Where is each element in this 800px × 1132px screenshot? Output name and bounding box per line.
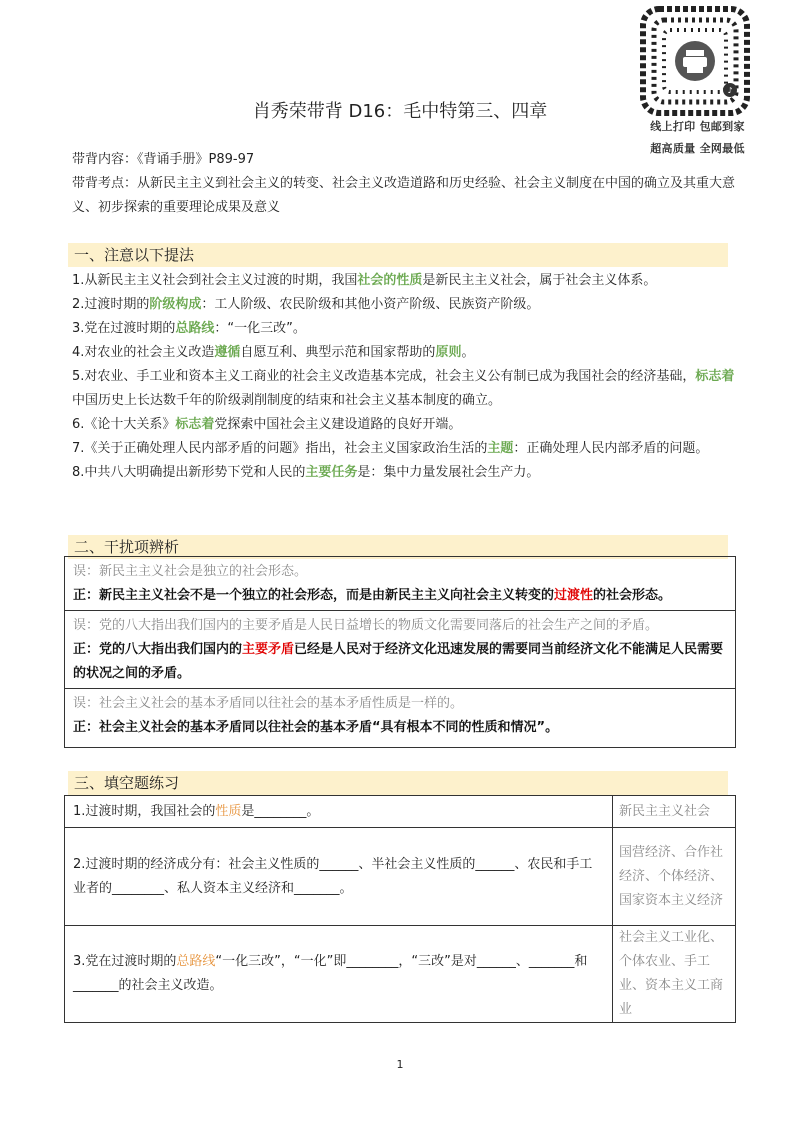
distractor-item	[65, 688, 735, 742]
distractor-item	[65, 557, 735, 610]
page-number: 1	[396, 1058, 404, 1071]
answer-cell: 国营经济、合作社经济、个体经济、国家资本主义经济	[613, 828, 736, 926]
phrasing-list	[72, 269, 737, 485]
distractor-box	[64, 556, 736, 748]
table-row	[65, 796, 736, 828]
meta-topics: 带背考点：从新民主主义到社会主义的转变、社会主义改造道路和历史经验、社会主义制度在中国的确立及其重大意义、初步探索的重要理论成果及意义	[72, 176, 736, 215]
wrong-statement: 误：新民主主义社会是独立的社会形态。	[73, 564, 308, 579]
point-4: 4.对农业的社会主义改造遵循自愿互利、典型示范和国家帮助的原则。	[72, 345, 475, 360]
point-3: 3.党在过渡时期的总路线：“一化三改”。	[72, 321, 306, 336]
meta-block	[72, 148, 742, 220]
correct-statement: 正：社会主义社会的基本矛盾同以往社会的基本矛盾“具有根本不同的性质和情况”。	[73, 720, 559, 735]
point-5: 5.对农业、手工业和资本主义工商业的社会主义改造基本完成，社会主义公有制已成为我国社会的经济基础，标志着中国历史上长达数千年的阶级剥削制度的结束和社会主义基本制度的确立。	[72, 369, 735, 408]
wrong-statement: 误：社会主义社会的基本矛盾同以往社会的基本矛盾性质是一样的。	[73, 696, 464, 711]
point-2: 2.过渡时期的阶级构成：工人阶级、农民阶级和其他小资产阶级、民族资产阶级。	[72, 297, 540, 312]
section-heading-phrasing: 一、注意以下提法	[68, 243, 728, 267]
correct-statement: 正：新民主主义社会不是一个独立的社会形态，而是由新民主主义向社会主义转变的过渡性的社会形态。	[73, 588, 672, 603]
question-cell: 3.党在过渡时期的总路线“一化三改”，“一化”即________，“三改”是对______、_______和_______的社会主义改造。	[65, 926, 613, 1023]
correct-statement: 正：党的八大指出我们国内的主要矛盾已经是人民对于经济文化迅速发展的需要同当前经济文化不能满足人民需要的状况之间的矛盾。	[73, 642, 724, 681]
answer-cell: 新民主主义社会	[613, 796, 736, 828]
section-heading-fill-in: 三、填空题练习	[68, 771, 728, 795]
svg-text:♪: ♪	[727, 86, 733, 95]
question-cell: 1.过渡时期，我国社会的性质是________。	[65, 796, 613, 828]
table-row	[65, 828, 736, 926]
point-7: 7.《关于正确处理人民内部矛盾的问题》指出，社会主义国家政治生活的主题：正确处理人民内部矛盾的问题。	[72, 441, 709, 456]
table-row	[65, 926, 736, 1023]
qr-caption-print: 线上打印 包邮到家	[650, 120, 745, 133]
answer-cell: 社会主义工业化、个体农业、手工业、资本主义工商业	[613, 926, 736, 1023]
fill-in-table	[64, 795, 736, 1023]
distractor-item	[65, 610, 735, 688]
meta-content: 带背内容：《背诵手册》P89-97	[72, 152, 255, 167]
point-6: 6.《论十大关系》标志着党探索中国社会主义建设道路的良好开端。	[72, 417, 462, 432]
qr-caption-quality: 超高质量 全网最低	[650, 142, 745, 155]
wrong-statement: 误：党的八大指出我们国内的主要矛盾是人民日益增长的物质文化需要同落后的社会生产之间的矛盾。	[73, 618, 659, 633]
page-title: 肖秀荣带背 D16：毛中特第三、四章	[252, 101, 548, 122]
point-1: 1.从新民主主义社会到社会主义过渡的时期，我国社会的性质是新民主主义社会，属于社会主义体系。	[72, 273, 657, 288]
question-cell: 2.过渡时期的经济成分有：社会主义性质的______、半社会主义性质的______、农民和手工业者的________、私人资本主义经济和_______。	[65, 828, 613, 926]
point-8: 8.中共八大明确提出新形势下党和人民的主要任务是：集中力量发展社会生产力。	[72, 465, 540, 480]
section-heading-distractors: 二、干扰项辨析	[68, 535, 728, 559]
